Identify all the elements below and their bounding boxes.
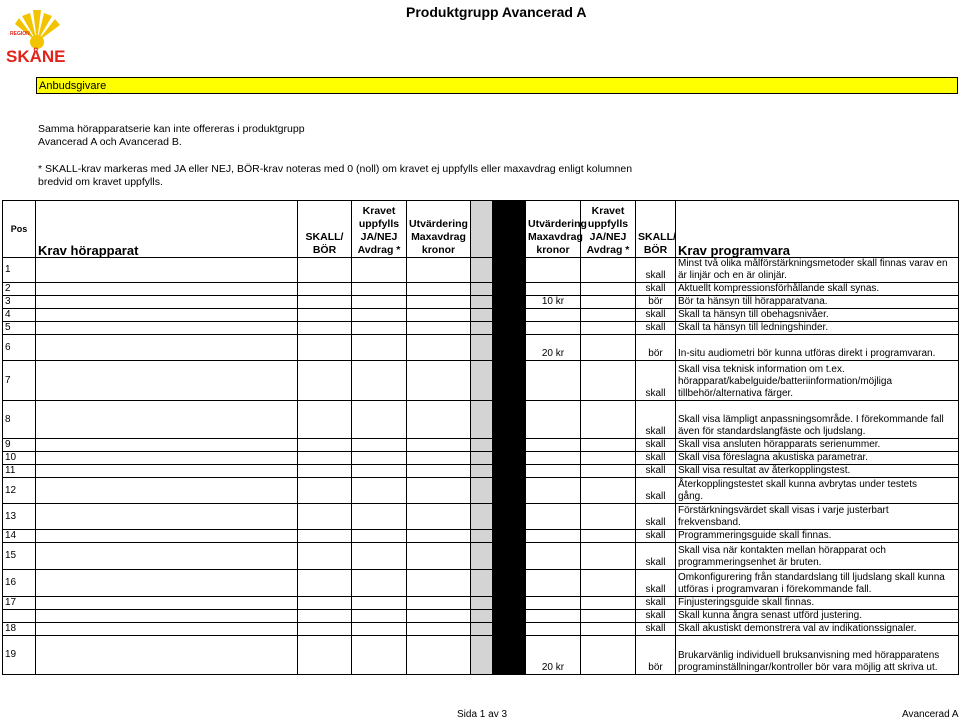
- requirement-text: Skall visa ansluten hörapparats serienummer.: [678, 439, 881, 450]
- utvardering-left-cell[interactable]: [407, 570, 471, 597]
- black-divider-cell: [493, 452, 526, 465]
- kravet-right-cell[interactable]: [581, 296, 636, 309]
- skall-bor-cell: skall: [636, 361, 676, 401]
- row-pos: [3, 610, 36, 623]
- kravet-right-cell[interactable]: [581, 283, 636, 296]
- requirement-text: Skall visa resultat av återkopplingstest.: [678, 465, 851, 476]
- requirement-text: Förstärkningsvärdet skall visas i varje justerbart: [678, 505, 889, 516]
- requirement-text: Skall visa föreslagna akustiska parametrar.: [678, 452, 869, 463]
- spacer-col: [471, 201, 493, 258]
- skall-bor-cell: skall: [636, 623, 676, 636]
- spacer-cell: [471, 296, 493, 309]
- supplier-field[interactable]: Anbudsgivare: [36, 77, 958, 94]
- requirement-text: frekvensband.: [678, 517, 741, 528]
- krav-horapparat-cell[interactable]: [36, 610, 298, 623]
- utvardering-left-cell[interactable]: [407, 465, 471, 478]
- black-divider-cell: [493, 610, 526, 623]
- black-divider-cell: [493, 439, 526, 452]
- spacer-cell: [471, 283, 493, 296]
- spacer-cell: [471, 309, 493, 322]
- row-pos: 11: [3, 465, 36, 478]
- table-row: [3, 322, 959, 335]
- utvardering-left-cell[interactable]: [407, 636, 471, 675]
- black-divider-cell: [493, 401, 526, 439]
- maxavdrag-cell: [526, 610, 581, 623]
- requirement-text: Finjusteringsguide skall finnas.: [678, 597, 815, 608]
- maxavdrag-cell: [526, 570, 581, 597]
- table-row: [3, 570, 959, 597]
- skall-bor-left-cell[interactable]: [298, 322, 352, 335]
- skall-bor-left-cell[interactable]: [298, 361, 352, 401]
- kravet-left-cell[interactable]: [352, 504, 407, 530]
- kravet-right-cell[interactable]: [581, 439, 636, 452]
- maxavdrag-cell: [526, 465, 581, 478]
- skall-bor-left-cell[interactable]: [298, 309, 352, 322]
- kravet-left-cell[interactable]: [352, 283, 407, 296]
- krav-programvara-cell: [676, 623, 959, 636]
- col-krav-horapparat: Krav hörapparat: [36, 201, 298, 258]
- spacer-cell: [471, 636, 493, 675]
- kravet-left-cell[interactable]: [352, 309, 407, 322]
- note-line: Samma hörapparatserie kan inte offereras i produktgrupp: [38, 123, 305, 135]
- skall-bor-left-cell[interactable]: [298, 504, 352, 530]
- table-row: [3, 623, 959, 636]
- utvardering-left-cell[interactable]: [407, 296, 471, 309]
- requirement-text: hörapparat/kabelguide/batteriinformation/möjliga: [678, 376, 893, 387]
- krav-horapparat-cell[interactable]: [36, 636, 298, 675]
- col-utvardering-right: Utvärdering Maxavdrag kronor: [526, 201, 581, 258]
- krav-horapparat-cell[interactable]: [36, 543, 298, 570]
- row-pos: 18: [3, 623, 36, 636]
- row-pos: 12: [3, 478, 36, 504]
- kravet-left-cell[interactable]: [352, 452, 407, 465]
- utvardering-left-cell[interactable]: [407, 623, 471, 636]
- skall-bor-cell: bör: [636, 296, 676, 309]
- kravet-right-cell[interactable]: [581, 361, 636, 401]
- row-pos: 17: [3, 597, 36, 610]
- skall-bor-cell: bör: [636, 636, 676, 675]
- kravet-left-cell[interactable]: [352, 623, 407, 636]
- kravet-left-cell[interactable]: [352, 478, 407, 504]
- table-row: [3, 465, 959, 478]
- utvardering-left-cell[interactable]: [407, 530, 471, 543]
- requirement-text: utföras i programvaran i förekommande fall.: [678, 584, 872, 595]
- skall-bor-left-cell[interactable]: [298, 465, 352, 478]
- requirement-text: Skall akustiskt demonstrera val av indikationssignaler.: [678, 623, 917, 634]
- row-pos: 19: [3, 636, 36, 675]
- row-pos: 9: [3, 439, 36, 452]
- note-line: * SKALL-krav markeras med JA eller NEJ, BÖR-krav noteras med 0 (noll) om kravet ej uppfylls eller maxavdrag enligt kolumnen: [38, 163, 633, 175]
- kravet-right-cell[interactable]: [581, 322, 636, 335]
- krav-horapparat-cell[interactable]: [36, 465, 298, 478]
- requirement-text: Minst två olika målförstärkningsmetoder skall finnas varav en: [678, 258, 948, 269]
- spacer-cell: [471, 597, 493, 610]
- kravet-left-cell[interactable]: [352, 361, 407, 401]
- krav-programvara-cell: [676, 296, 959, 309]
- krav-programvara-cell: [676, 636, 959, 675]
- row-pos: 7: [3, 361, 36, 401]
- maxavdrag-cell: 10 kr: [526, 296, 581, 309]
- page-number: Sida 1 av 3: [457, 709, 508, 720]
- table-row: [3, 530, 959, 543]
- col-skall-bor-right: SKALL/ BÖR: [636, 201, 676, 258]
- row-pos: 13: [3, 504, 36, 530]
- requirement-text: Brukarvänlig individuell bruksanvisning med hörapparatens: [678, 650, 940, 661]
- requirement-text: Skall visa teknisk information om t.ex.: [678, 364, 845, 375]
- utvardering-left-cell[interactable]: [407, 335, 471, 361]
- maxavdrag-cell: [526, 322, 581, 335]
- maxavdrag-cell: [526, 597, 581, 610]
- kravet-left-cell[interactable]: [352, 570, 407, 597]
- krav-horapparat-cell[interactable]: [36, 361, 298, 401]
- page-title: Produktgrupp Avancerad A: [406, 4, 587, 20]
- skall-bor-cell: skall: [636, 543, 676, 570]
- row-pos: 4: [3, 309, 36, 322]
- table-row: [3, 504, 959, 530]
- utvardering-left-cell[interactable]: [407, 283, 471, 296]
- skall-bor-left-cell[interactable]: [298, 570, 352, 597]
- krav-horapparat-cell[interactable]: [36, 570, 298, 597]
- krav-horapparat-cell[interactable]: [36, 439, 298, 452]
- black-divider: [493, 201, 526, 258]
- row-pos: 5: [3, 322, 36, 335]
- utvardering-left-cell[interactable]: [407, 309, 471, 322]
- row-pos: 15: [3, 543, 36, 570]
- krav-programvara-cell: [676, 309, 959, 322]
- skall-bor-cell: skall: [636, 597, 676, 610]
- krav-horapparat-cell[interactable]: [36, 504, 298, 530]
- note-line: bredvid om kravet uppfylls.: [38, 176, 163, 188]
- krav-horapparat-cell[interactable]: [36, 258, 298, 283]
- skall-bor-left-cell[interactable]: [298, 623, 352, 636]
- skall-bor-left-cell[interactable]: [298, 283, 352, 296]
- requirement-text: Programmeringsguide skall finnas.: [678, 530, 832, 541]
- skall-bor-cell: skall: [636, 465, 676, 478]
- krav-horapparat-cell[interactable]: [36, 530, 298, 543]
- black-divider-cell: [493, 623, 526, 636]
- kravet-right-cell[interactable]: [581, 335, 636, 361]
- skall-bor-left-cell[interactable]: [298, 296, 352, 309]
- spacer-cell: [471, 465, 493, 478]
- region-skane-logo: [2, 2, 72, 68]
- skall-bor-cell: skall: [636, 283, 676, 296]
- spacer-cell: [471, 478, 493, 504]
- table-row: [3, 597, 959, 610]
- requirement-text: Bör ta hänsyn till hörapparatvana.: [678, 296, 828, 307]
- utvardering-left-cell[interactable]: [407, 258, 471, 283]
- skall-bor-left-cell[interactable]: [298, 597, 352, 610]
- spacer-cell: [471, 623, 493, 636]
- requirement-text: programmeringsenhet är bruten.: [678, 557, 822, 568]
- utvardering-left-cell[interactable]: [407, 610, 471, 623]
- skall-bor-left-cell[interactable]: [298, 401, 352, 439]
- footer-product-group: Avancerad A: [902, 709, 959, 720]
- kravet-left-cell[interactable]: [352, 335, 407, 361]
- utvardering-left-cell[interactable]: [407, 543, 471, 570]
- skall-bor-cell: skall: [636, 322, 676, 335]
- requirement-text: Skall ta hänsyn till obehagsnivåer.: [678, 309, 829, 320]
- krav-programvara-cell: [676, 597, 959, 610]
- maxavdrag-cell: [526, 258, 581, 283]
- krav-programvara-cell: [676, 439, 959, 452]
- krav-horapparat-cell[interactable]: [36, 452, 298, 465]
- kravet-right-cell[interactable]: [581, 530, 636, 543]
- requirement-text: Omkonfigurering från standardslang till ljudslang skall kunna: [678, 572, 945, 583]
- black-divider-cell: [493, 597, 526, 610]
- table-row: [3, 335, 959, 361]
- skall-bor-cell: skall: [636, 530, 676, 543]
- requirements-table: [2, 200, 959, 675]
- krav-programvara-cell: [676, 452, 959, 465]
- svg-text:REGION: REGION: [10, 31, 30, 37]
- kravet-right-cell[interactable]: [581, 401, 636, 439]
- skall-bor-left-cell[interactable]: [298, 610, 352, 623]
- black-divider-cell: [493, 335, 526, 361]
- kravet-left-cell[interactable]: [352, 543, 407, 570]
- col-utvardering-left: Utvärdering Maxavdrag kronor: [407, 201, 471, 258]
- maxavdrag-cell: [526, 361, 581, 401]
- krav-programvara-cell: [676, 610, 959, 623]
- black-divider-cell: [493, 636, 526, 675]
- skall-bor-left-cell[interactable]: [298, 636, 352, 675]
- maxavdrag-cell: [526, 543, 581, 570]
- kravet-right-cell[interactable]: [581, 504, 636, 530]
- krav-programvara-cell: [676, 322, 959, 335]
- kravet-left-cell[interactable]: [352, 636, 407, 675]
- row-pos: 8: [3, 401, 36, 439]
- maxavdrag-cell: [526, 439, 581, 452]
- krav-programvara-cell: [676, 401, 959, 439]
- row-pos: 10: [3, 452, 36, 465]
- col-kravet-right: Kravet uppfylls JA/NEJ Avdrag *: [581, 201, 636, 258]
- spacer-cell: [471, 570, 493, 597]
- kravet-left-cell[interactable]: [352, 530, 407, 543]
- maxavdrag-cell: [526, 530, 581, 543]
- requirement-text: Skall visa när kontakten mellan hörapparat och: [678, 545, 886, 556]
- requirement-text: Aktuellt kompressionsförhållande skall synas.: [678, 283, 880, 294]
- maxavdrag-cell: [526, 283, 581, 296]
- utvardering-left-cell[interactable]: [407, 504, 471, 530]
- spacer-cell: [471, 452, 493, 465]
- krav-programvara-cell: [676, 465, 959, 478]
- col-pos: Pos: [3, 201, 36, 258]
- utvardering-left-cell[interactable]: [407, 478, 471, 504]
- skall-bor-left-cell[interactable]: [298, 543, 352, 570]
- black-divider-cell: [493, 322, 526, 335]
- black-divider-cell: [493, 504, 526, 530]
- skall-bor-cell: skall: [636, 452, 676, 465]
- black-divider-cell: [493, 283, 526, 296]
- kravet-right-cell[interactable]: [581, 543, 636, 570]
- table-row: [3, 361, 959, 401]
- maxavdrag-cell: 20 kr: [526, 335, 581, 361]
- krav-programvara-cell: [676, 258, 959, 283]
- maxavdrag-cell: [526, 504, 581, 530]
- krav-programvara-cell: [676, 361, 959, 401]
- spacer-cell: [471, 543, 493, 570]
- svg-text:SKÅNE: SKÅNE: [6, 47, 66, 66]
- spacer-cell: [471, 322, 493, 335]
- skall-bor-left-cell[interactable]: [298, 530, 352, 543]
- requirement-text: Återkopplingstestet skall kunna avbrytas under testets: [678, 479, 918, 490]
- row-pos: 3: [3, 296, 36, 309]
- krav-horapparat-cell[interactable]: [36, 478, 298, 504]
- kravet-right-cell[interactable]: [581, 610, 636, 623]
- krav-horapparat-cell[interactable]: [36, 283, 298, 296]
- kravet-left-cell[interactable]: [352, 610, 407, 623]
- requirement-text: programinställningar/kontroller bör vara möjlig att skriva ut.: [678, 662, 938, 673]
- spacer-cell: [471, 335, 493, 361]
- table-row: [3, 452, 959, 465]
- maxavdrag-cell: [526, 401, 581, 439]
- kravet-right-cell[interactable]: [581, 478, 636, 504]
- krav-programvara-cell: [676, 283, 959, 296]
- spacer-cell: [471, 258, 493, 283]
- black-divider-cell: [493, 465, 526, 478]
- krav-programvara-cell: [676, 530, 959, 543]
- krav-horapparat-cell[interactable]: [36, 322, 298, 335]
- row-pos: 2: [3, 283, 36, 296]
- krav-programvara-cell: [676, 543, 959, 570]
- requirement-text: gång.: [678, 491, 704, 502]
- skall-bor-cell: skall: [636, 439, 676, 452]
- kravet-left-cell[interactable]: [352, 465, 407, 478]
- row-pos: 6: [3, 335, 36, 361]
- black-divider-cell: [493, 478, 526, 504]
- kravet-right-cell[interactable]: [581, 452, 636, 465]
- black-divider-cell: [493, 309, 526, 322]
- maxavdrag-cell: 20 kr: [526, 636, 581, 675]
- krav-horapparat-cell[interactable]: [36, 623, 298, 636]
- kravet-right-cell[interactable]: [581, 623, 636, 636]
- row-pos: 1: [3, 258, 36, 283]
- krav-horapparat-cell[interactable]: [36, 309, 298, 322]
- col-skall-bor-left: SKALL/ BÖR: [298, 201, 352, 258]
- skall-bor-left-cell[interactable]: [298, 452, 352, 465]
- requirement-text: Skall visa lämpligt anpassningsområde. I förekommande fall: [678, 414, 944, 425]
- utvardering-left-cell[interactable]: [407, 401, 471, 439]
- spacer-cell: [471, 504, 493, 530]
- spacer-cell: [471, 361, 493, 401]
- utvardering-left-cell[interactable]: [407, 452, 471, 465]
- skall-bor-cell: bör: [636, 335, 676, 361]
- krav-horapparat-cell[interactable]: [36, 597, 298, 610]
- table-row: [3, 258, 959, 283]
- col-krav-programvara: Krav programvara: [676, 201, 959, 258]
- maxavdrag-cell: [526, 623, 581, 636]
- requirement-text: Skall ta hänsyn till ledningshinder.: [678, 322, 829, 333]
- skall-bor-left-cell[interactable]: [298, 478, 352, 504]
- kravet-left-cell[interactable]: [352, 258, 407, 283]
- requirement-text: är linjär och en är olinjär.: [678, 270, 787, 281]
- krav-programvara-cell: [676, 570, 959, 597]
- header-row: [3, 201, 959, 258]
- skall-bor-cell: skall: [636, 309, 676, 322]
- maxavdrag-cell: [526, 309, 581, 322]
- requirement-text: tillbehör/alternativa färger.: [678, 388, 794, 399]
- table-row: [3, 309, 959, 322]
- table-row: [3, 636, 959, 675]
- kravet-left-cell[interactable]: [352, 322, 407, 335]
- utvardering-left-cell[interactable]: [407, 439, 471, 452]
- utvardering-left-cell[interactable]: [407, 597, 471, 610]
- black-divider-cell: [493, 530, 526, 543]
- spacer-cell: [471, 610, 493, 623]
- table-row: [3, 610, 959, 623]
- krav-horapparat-cell[interactable]: [36, 335, 298, 361]
- skall-bor-cell: skall: [636, 570, 676, 597]
- requirement-text: även för standardslangfäste och ljudslang.: [678, 426, 866, 437]
- black-divider-cell: [493, 361, 526, 401]
- kravet-left-cell[interactable]: [352, 439, 407, 452]
- skall-bor-cell: skall: [636, 610, 676, 623]
- skall-bor-cell: skall: [636, 504, 676, 530]
- krav-horapparat-cell[interactable]: [36, 296, 298, 309]
- row-pos: 14: [3, 530, 36, 543]
- requirement-text: In-situ audiometri bör kunna utföras direkt i programvaran.: [678, 348, 936, 359]
- utvardering-left-cell[interactable]: [407, 322, 471, 335]
- utvardering-left-cell[interactable]: [407, 361, 471, 401]
- note-line: Avancerad A och Avancerad B.: [38, 136, 182, 148]
- table-row: [3, 283, 959, 296]
- maxavdrag-cell: [526, 478, 581, 504]
- table-row: [3, 478, 959, 504]
- krav-programvara-cell: [676, 478, 959, 504]
- skall-bor-cell: skall: [636, 401, 676, 439]
- spacer-cell: [471, 401, 493, 439]
- skall-bor-cell: skall: [636, 478, 676, 504]
- table-row: [3, 543, 959, 570]
- spacer-cell: [471, 439, 493, 452]
- skall-bor-left-cell[interactable]: [298, 335, 352, 361]
- krav-horapparat-cell[interactable]: [36, 401, 298, 439]
- kravet-right-cell[interactable]: [581, 465, 636, 478]
- spacer-cell: [471, 530, 493, 543]
- kravet-right-cell[interactable]: [581, 309, 636, 322]
- kravet-left-cell[interactable]: [352, 597, 407, 610]
- table-row: [3, 296, 959, 309]
- kravet-right-cell[interactable]: [581, 570, 636, 597]
- krav-programvara-cell: [676, 335, 959, 361]
- kravet-right-cell[interactable]: [581, 258, 636, 283]
- table-row: [3, 439, 959, 452]
- maxavdrag-cell: [526, 452, 581, 465]
- table-row: [3, 401, 959, 439]
- black-divider-cell: [493, 258, 526, 283]
- row-pos: 16: [3, 570, 36, 597]
- krav-programvara-cell: [676, 504, 959, 530]
- kravet-left-cell[interactable]: [352, 296, 407, 309]
- skall-bor-left-cell[interactable]: [298, 439, 352, 452]
- skall-bor-cell: skall: [636, 258, 676, 283]
- col-kravet-left: Kravet uppfylls JA/NEJ Avdrag *: [352, 201, 407, 258]
- skall-bor-left-cell[interactable]: [298, 258, 352, 283]
- requirement-text: Skall kunna ångra senast utförd justering.: [678, 610, 862, 621]
- black-divider-cell: [493, 570, 526, 597]
- black-divider-cell: [493, 543, 526, 570]
- kravet-left-cell[interactable]: [352, 401, 407, 439]
- kravet-right-cell[interactable]: [581, 636, 636, 675]
- kravet-right-cell[interactable]: [581, 597, 636, 610]
- black-divider-cell: [493, 296, 526, 309]
